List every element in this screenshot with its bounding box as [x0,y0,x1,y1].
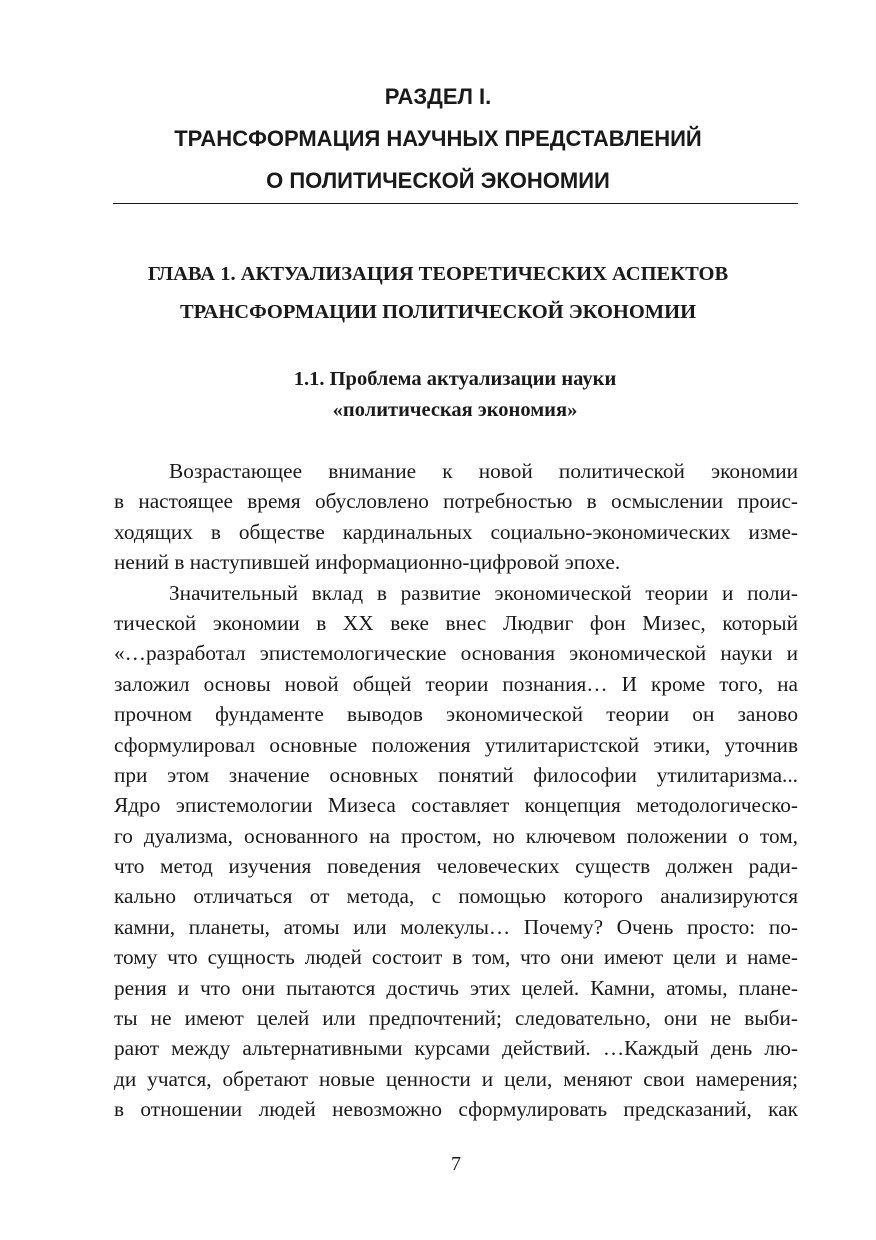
text-line: нений в наступившей информационно-цифровой эпохе. [114,550,621,575]
text-line: что метод изучения поведения человеческих существ должен ради- [114,854,798,879]
text-line: рают между альтернативными курсами действий. …Каждый день лю- [114,1036,798,1061]
text-line: ди учатся, обретают новые ценности и цели, меняют свои намерения; [114,1066,798,1091]
section-heading [0,76,876,202]
text-line: при этом значение основных понятий философии утилитаризма... [114,762,798,787]
text-line: ходящих в обществе кардинальных социально-экономических изме- [114,519,798,544]
section-title-line-2: О ПОЛИТИЧЕСКОЙ ЭКОНОМИИ [266,168,610,193]
text-line: сформулировал основные положения утилитаристской этики, уточнив [114,732,798,757]
paragraph-2 [114,578,798,1125]
paragraph-1 [114,456,798,578]
text-line: кально отличаться от метода, с помощью которого анализируются [114,884,798,909]
text-line: прочном фундаменте выводов экономической теории он заново [114,702,798,727]
text-line: в настоящее время обусловлено потребностью в осмыслении проис- [114,489,798,514]
text-line: рения и что они пытаются достичь этих целей. Камни, атомы, плане- [114,975,798,1000]
body-text [114,456,798,1125]
chapter-heading [0,255,876,331]
chapter-title-line-2: ТРАНСФОРМАЦИИ ПОЛИТИЧЕСКОЙ ЭКОНОМИИ [179,301,697,323]
text-line: Ядро эпистемологии Мизеса составляет концепция методологическо- [114,793,798,818]
text-line: ты не имеют целей или предпочтений; следовательно, они не выби- [114,1006,798,1031]
section-number: РАЗДЕЛ I. [384,84,492,109]
text-line: заложил основы новой общей теории познания… И кроме того, на [114,671,798,696]
text-line: го дуализма, основанного на простом, но ключевом положении о том, [114,823,798,848]
subsection-title-line-1: 1.1. Проблема актуализации науки [293,368,617,390]
subsection-title-line-2: «политическая экономия» [332,399,578,421]
text-line: в отношении людей невозможно сформулировать предсказаний, как [114,1097,798,1122]
subsection-heading [0,364,876,426]
chapter-title-line-1: ГЛАВА 1. АКТУАЛИЗАЦИЯ ТЕОРЕТИЧЕСКИХ АСПЕКТОВ [147,263,729,285]
page-number: 7 [451,1153,461,1175]
text-line: «…разработал эпистемологические основания экономической науки и [114,641,798,666]
text-line: тому что сущность людей состоит в том, что они имеют цели и наме- [114,945,798,970]
text-line: Возрастающее внимание к новой политической экономии [169,459,798,483]
text-line: тической экономии в XX веке внес Людвиг фон Мизес, который [114,610,798,635]
text-line: Значительный вклад в развитие экономической теории и поли- [169,580,798,605]
text-line: камни, планеты, атомы или молекулы… Почему? Очень просто: по- [114,914,798,939]
section-title-line-1: ТРАНСФОРМАЦИЯ НАУЧНЫХ ПРЕДСТАВЛЕНИЙ [174,126,702,151]
section-divider [113,203,798,204]
